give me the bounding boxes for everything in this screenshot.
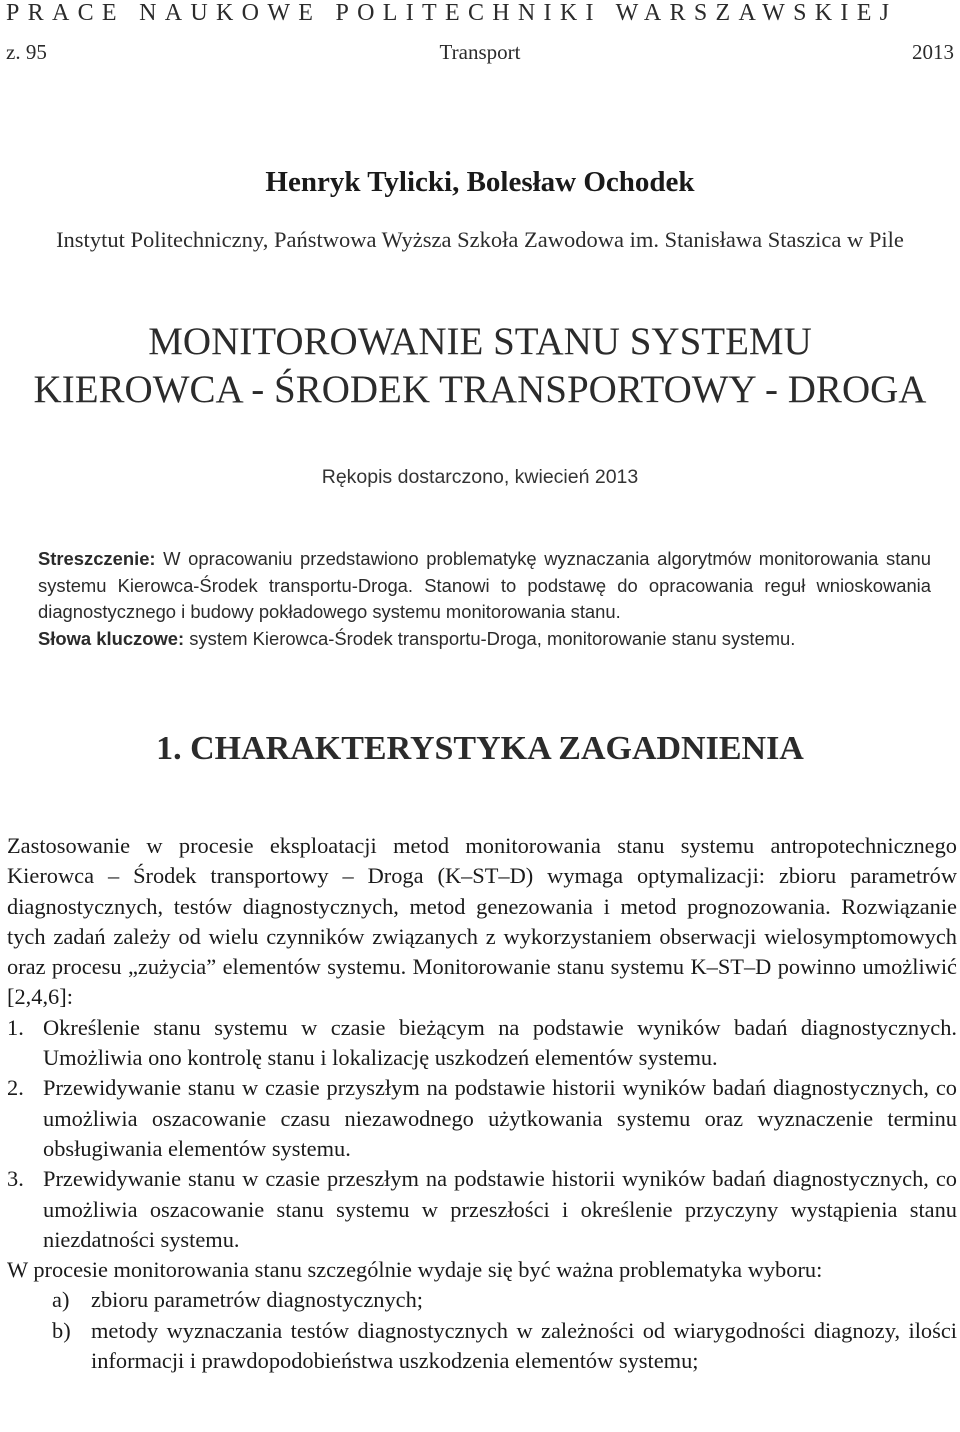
abstract-label: Streszczenie:: [38, 548, 156, 569]
list-item: [7, 1013, 957, 1074]
list-item-text: Przewidywanie stanu w czasie przyszłym na podstawie historii wyników badań diagnostycznych, co umożliwia oszacowanie czasu niezawodnego użytkowania systemu oraz wyznaczenie terminu obsługiwania elementów systemu.: [43, 1075, 957, 1161]
paper-title-line-1: MONITOROWANIE STANU SYSTEMU: [148, 320, 812, 363]
list-item: [7, 1073, 957, 1164]
list-item-letter: a): [52, 1287, 70, 1313]
paper-title: [0, 318, 960, 414]
list-item: [7, 1316, 957, 1377]
list-item-number: 1.: [7, 1014, 24, 1040]
section-body: [7, 831, 957, 1376]
paper-title-line-2: KIEROWCA - ŚRODEK TRANSPORTOWY - DROGA: [33, 368, 927, 411]
list-item-number: 3.: [7, 1166, 24, 1192]
received-date: Rękopis dostarczono, kwiecień 2013: [321, 466, 639, 488]
list-item-number: 2.: [7, 1075, 24, 1101]
section-heading: 1. CHARAKTERYSTYKA ZAGADNIENIA: [156, 730, 804, 767]
intro-paragraph: Zastosowanie w procesie eksploatacji metod monitorowania stanu systemu antropotechnicznego Kierowca – Środek transportowy – Droga (K–ST–D) wymaga optymalizacji: zbioru parametrów diagnostycznych, testów diagnostycznych, metod genezowania i metod prognozowania. Rozwiązanie tych zadań zależy od wielu czynników związanych z wykorzystaniem obserwacji wielosymptomowych oraz procesu „zużycia” elementów systemu. Monitorowanie stanu systemu K–ST–D powinno umożliwić [2,4,6]:: [7, 833, 957, 1010]
list-item-text: Przewidywanie stanu w czasie przeszłym na podstawie historii wyników badań diagnostycznych, co umożliwia oszacowanie stanu systemu w przeszłości i określenie przyczyny wystąpienia stanu niezdatności systemu.: [43, 1166, 957, 1252]
authors: Henryk Tylicki, Bolesław Ochodek: [265, 166, 695, 198]
keywords-label: Słowa kluczowe:: [38, 627, 185, 649]
lead-paragraph: W procesie monitorowania stanu szczególnie wydaje się być ważna problematyka wyboru:: [7, 1257, 823, 1283]
list-item-text: metody wyznaczania testów diagnostycznych w zależności od wiarygodności diagnozy, ilości informacji i prawdopodobieństwa uszkodzenia elementów systemu;: [91, 1317, 957, 1374]
journal-year: 2013: [912, 40, 954, 64]
journal-meta: [6, 40, 954, 64]
keywords-paragraph: [38, 626, 931, 653]
affiliation: Instytut Politechniczny, Państwowa Wyższa Szkoła Zawodowa im. Stanisława Staszica w Pile: [56, 227, 904, 252]
abstract: [38, 546, 931, 652]
journal-issue: z. 95: [6, 40, 47, 64]
list-item-text: Określenie stanu systemu w czasie bieżącym na podstawie wyników badań diagnostycznych. Umożliwia ono kontrolę stanu i lokalizację uszkodzeń elementów systemu.: [43, 1014, 957, 1071]
list-item-text: zbioru parametrów diagnostycznych;: [91, 1287, 424, 1313]
abstract-text: W opracowaniu przedstawiono problematykę wyznaczania algorytmów monitorowania stanu systemu Kierowca-Środek transportu-Droga. Stanowi to podstawę do opracowania reguł wnioskowania diagnostycznego i budowy pokładowego systemu monitorowania stanu.: [38, 548, 931, 622]
list-item: [7, 1285, 957, 1315]
list-item-letter: b): [52, 1317, 71, 1343]
keywords-text: system Kierowca-Środek transportu-Droga, monitorowanie stanu systemu.: [189, 627, 796, 649]
abstract-paragraph: [38, 546, 931, 626]
journal-series: PRACE NAUKOWE POLITECHNIKI WARSZAWSKIEJ: [6, 0, 898, 26]
list-item: [7, 1164, 957, 1255]
journal-category: Transport: [439, 40, 521, 64]
